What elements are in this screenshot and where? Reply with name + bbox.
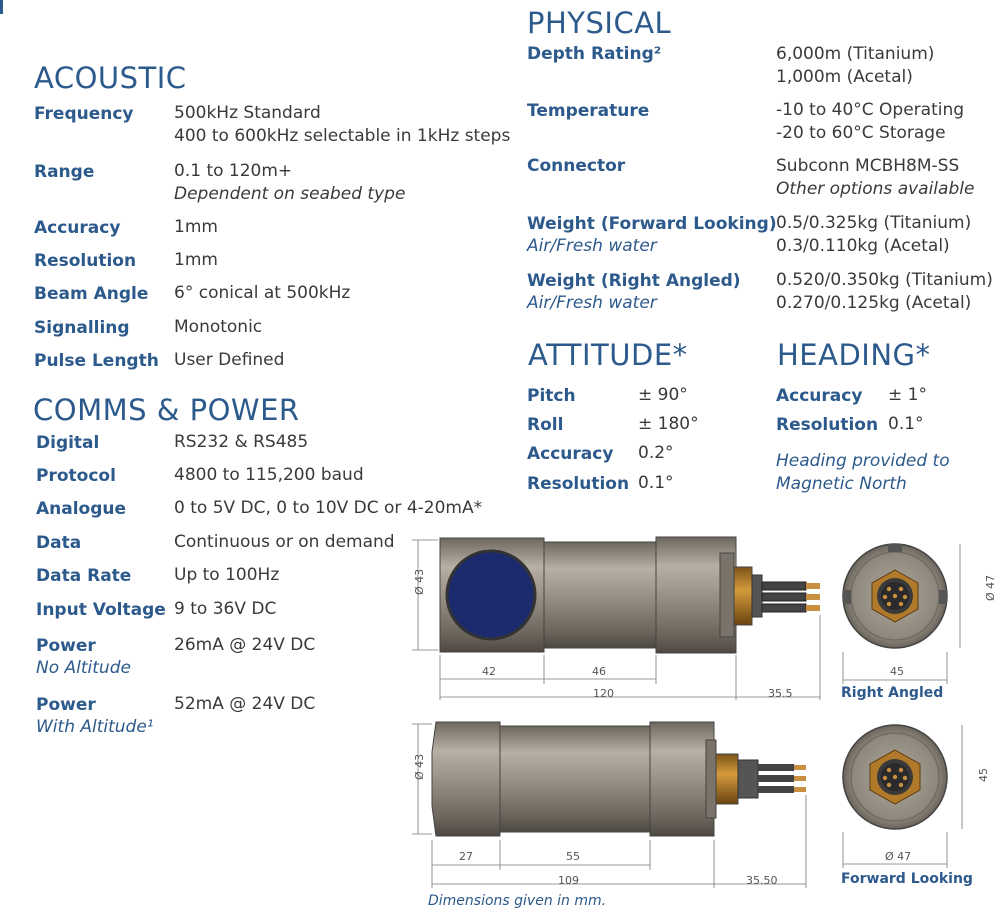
accuracy-label: Accuracy (34, 218, 121, 238)
protocol-label: Protocol (36, 466, 116, 486)
connector-value: Subconn MCBH8M-SS (776, 156, 960, 176)
power-value: 26mA @ 24V DC (174, 635, 316, 655)
data-value: Continuous or on demand (174, 532, 395, 552)
acoustic-heading: ACOUSTIC (34, 61, 187, 95)
pulse-length-label: Pulse Length (34, 351, 159, 371)
depth-rating-value: 6,000m (Titanium) (776, 44, 935, 64)
range-label: Range (34, 162, 95, 182)
beam-angle-value: 6° conical at 500kHz (174, 283, 351, 303)
heading-note-line-1: Heading provided to (776, 451, 950, 471)
fl-total-dim: 109 (558, 874, 579, 887)
transducer-face (447, 551, 535, 639)
connector-value-2: Other options available (776, 179, 975, 199)
heading-resolution-label: Resolution (776, 415, 879, 435)
attitude-resolution-value: 0.1° (638, 473, 674, 493)
power-label: Power (36, 636, 96, 656)
weight-forward-value-2: 0.3/0.110kg (Acetal) (776, 236, 950, 256)
ra-conn-dim: 35.5 (768, 687, 793, 700)
right-angled-side-view (412, 537, 820, 700)
ra-end-width-dim: 45 (890, 665, 904, 678)
fl-end-diameter-dim: Ø 47 (885, 850, 912, 863)
pitch-value: ± 90° (638, 385, 688, 405)
forward-looking-end-view (843, 725, 962, 868)
input-voltage-value: 9 to 36V DC (174, 599, 277, 619)
temperature-value: -10 to 40°C Operating (776, 100, 965, 120)
physical-heading: PHYSICAL (527, 6, 672, 40)
fl-conn-dim: 35.50 (746, 874, 778, 887)
digital-label: Digital (36, 433, 100, 453)
analogue-value: 0 to 5V DC, 0 to 10V DC or 4-20mA* (174, 498, 483, 518)
frequency-value-2: 400 to 600kHz selectable in 1kHz steps (174, 126, 511, 146)
right-angled-caption: Right Angled (841, 685, 944, 701)
signalling-label: Signalling (34, 318, 130, 338)
data-rate-label: Data Rate (36, 566, 132, 586)
heading-accuracy-value: ± 1° (888, 385, 927, 405)
ra-end-diameter-dim: Ø 47 (984, 574, 997, 601)
heading-resolution-value: 0.1° (888, 414, 924, 434)
analogue-label: Analogue (36, 499, 127, 519)
roll-value: ± 180° (638, 414, 699, 434)
protocol-value: 4800 to 115,200 baud (174, 465, 364, 485)
forward-looking-side-view (412, 722, 806, 888)
ra-total-dim: 120 (593, 687, 614, 700)
fl-dim-2: 55 (566, 850, 580, 863)
beam-angle-label: Beam Angle (34, 284, 149, 304)
digital-value: RS232 & RS485 (174, 432, 309, 452)
weight-right-label: Weight (Right Angled) (527, 271, 741, 291)
dimensions-footnote: Dimensions given in mm. (428, 893, 607, 909)
fl-end-height-dim: 45 (977, 768, 990, 782)
heading-note-line-2: Magnetic North (776, 474, 907, 494)
depth-rating-label: Depth Rating² (527, 44, 662, 64)
weight-right-sub-label: Air/Fresh water (527, 293, 657, 313)
ra-diameter-dim: Ø 43 (413, 568, 426, 595)
pulse-length-value: User Defined (174, 350, 285, 370)
pitch-label: Pitch (527, 386, 576, 406)
heading-accuracy-label: Accuracy (776, 386, 863, 406)
temperature-value-2: -20 to 60°C Storage (776, 123, 946, 143)
ra-dim-1: 42 (482, 665, 496, 678)
forward-looking-caption: Forward Looking (841, 871, 973, 887)
weight-forward-label: Weight (Forward Looking) (527, 214, 777, 234)
heading-section-heading: HEADING* (777, 338, 931, 372)
weight-right-value-2: 0.270/0.125kg (Acetal) (776, 293, 972, 313)
attitude-resolution-label: Resolution (527, 474, 630, 494)
fl-diameter-dim: Ø 43 (413, 753, 426, 780)
power-sub-label: No Altitude (36, 658, 131, 678)
attitude-heading: ATTITUDE* (528, 338, 688, 372)
attitude-accuracy-value: 0.2° (638, 443, 674, 463)
power-altitude-value: 52mA @ 24V DC (174, 694, 316, 714)
comms-heading: COMMS & POWER (33, 393, 300, 427)
range-value-2: Dependent on seabed type (174, 184, 406, 204)
connector-label: Connector (527, 156, 626, 176)
input-voltage-label: Input Voltage (36, 600, 166, 620)
ra-dim-2: 46 (592, 665, 606, 678)
depth-rating-value-2: 1,000m (Acetal) (776, 67, 913, 87)
frequency-value: 500kHz Standard (174, 103, 321, 123)
power-altitude-sub-label: With Altitude¹ (36, 717, 154, 737)
resolution-label: Resolution (34, 251, 137, 271)
temperature-label: Temperature (527, 101, 650, 121)
roll-label: Roll (527, 415, 564, 435)
right-angled-end-view (843, 544, 960, 684)
weight-right-value: 0.520/0.350kg (Titanium) (776, 270, 993, 290)
resolution-value: 1mm (174, 250, 218, 270)
data-rate-value: Up to 100Hz (174, 565, 280, 585)
range-value: 0.1 to 120m+ (174, 161, 293, 181)
attitude-accuracy-label: Accuracy (527, 444, 614, 464)
weight-forward-sub-label: Air/Fresh water (527, 236, 657, 256)
signalling-value: Monotonic (174, 317, 263, 337)
weight-forward-value: 0.5/0.325kg (Titanium) (776, 213, 972, 233)
fl-dim-1: 27 (459, 850, 473, 863)
power-altitude-label: Power (36, 695, 96, 715)
frequency-label: Frequency (34, 104, 134, 124)
accuracy-value: 1mm (174, 217, 218, 237)
data-label: Data (36, 533, 82, 553)
